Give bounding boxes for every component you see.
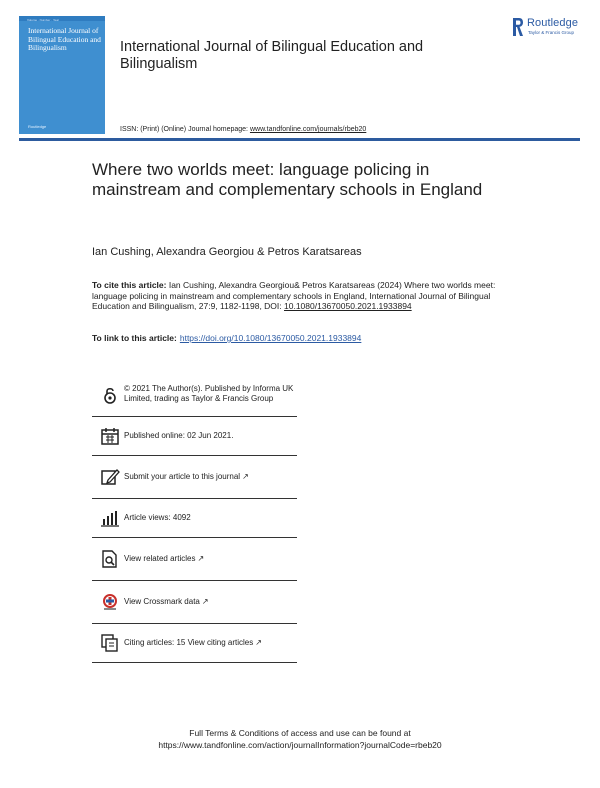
license-text: © 2021 The Author(s). Published by Informa UK Limited, trading as Taylor & Francis Group	[124, 384, 294, 403]
related-label: View related articles	[124, 554, 196, 563]
citation-label: To cite this article:	[92, 280, 167, 290]
citation-doi-link[interactable]: 10.1080/13670050.2021.1933894	[284, 301, 412, 311]
crossmark-label: View Crossmark data	[124, 597, 200, 606]
calendar-icon	[100, 426, 120, 446]
published-text: Published online: 02 Jun 2021.	[124, 431, 234, 440]
info-row-license	[92, 374, 297, 417]
citing-articles-link[interactable]	[124, 638, 294, 648]
submit-icon	[100, 467, 120, 487]
external-link-icon: ↗	[197, 554, 205, 563]
journal-homepage-link[interactable]: www.tandfonline.com/journals/rbeb20	[249, 126, 367, 133]
cover-logo: Routledge	[28, 124, 47, 129]
cover-meta: Volume · Number · Year	[27, 18, 60, 22]
bar-chart-icon	[100, 508, 120, 528]
info-row-published	[92, 417, 297, 456]
footer-terms-text: Full Terms & Conditions of access and use can be found at	[189, 728, 411, 738]
search-document-icon	[100, 549, 120, 569]
routledge-logo-icon	[511, 17, 524, 37]
article-link-line	[92, 333, 361, 343]
citation-block	[92, 280, 502, 312]
submit-article-link[interactable]	[124, 472, 294, 482]
cover-title: International Journal of Bilingual Education and Bilingualism	[28, 26, 101, 52]
issn-line	[120, 126, 366, 133]
open-access-icon	[100, 385, 120, 405]
info-row-citing[interactable]	[92, 624, 297, 663]
journal-title: International Journal of Bilingual Education and Bilingualism	[120, 39, 424, 72]
article-info-panel	[92, 374, 297, 663]
crossmark-icon	[100, 592, 120, 612]
header-divider	[19, 138, 580, 141]
journal-cover-thumbnail	[19, 16, 105, 134]
citation-text: Ian Cushing, Alexandra Georgiou& Petros Karatsareas (2024) Where two worlds meet: language policing in mainstream and complementary schools in England, International Journal of Bilingual Education and Bilingualism, 27:9, 1182-1198, DOI:	[92, 280, 496, 311]
publisher-tagline: Taylor & Francis Group	[528, 30, 575, 35]
article-doi-link[interactable]: https://doi.org/10.1080/13670050.2021.1933894	[179, 333, 362, 343]
external-link-icon: ↗	[255, 638, 262, 647]
info-row-submit[interactable]	[92, 456, 297, 499]
publisher-logo	[511, 17, 591, 47]
crossmark-link[interactable]	[124, 597, 294, 607]
info-row-related[interactable]	[92, 538, 297, 581]
article-authors: Ian Cushing, Alexandra Georgiou & Petros Karatsareas	[92, 246, 362, 258]
info-row-crossmark[interactable]	[92, 581, 297, 624]
citing-label: Citing articles: 15 View citing articles	[124, 638, 254, 647]
publisher-name: Routledge	[527, 17, 579, 29]
external-link-icon: ↗	[201, 597, 209, 606]
article-title: Where two worlds meet: language policing in mainstream and complementary schools in England	[92, 160, 483, 199]
info-row-views	[92, 499, 297, 538]
related-articles-link[interactable]	[124, 554, 294, 564]
citing-articles-icon	[100, 633, 120, 653]
footer	[0, 727, 600, 751]
footer-terms-url[interactable]: https://www.tandfonline.com/action/journalInformation?journalCode=rbeb20	[158, 740, 442, 750]
issn-label: ISSN: (Print) (Online) Journal homepage:	[120, 126, 250, 133]
article-views-text: Article views: 4092	[124, 513, 191, 522]
submit-label: Submit your article to this journal	[124, 472, 241, 481]
link-label: To link to this article:	[92, 333, 177, 343]
external-link-icon: ↗	[242, 472, 249, 481]
